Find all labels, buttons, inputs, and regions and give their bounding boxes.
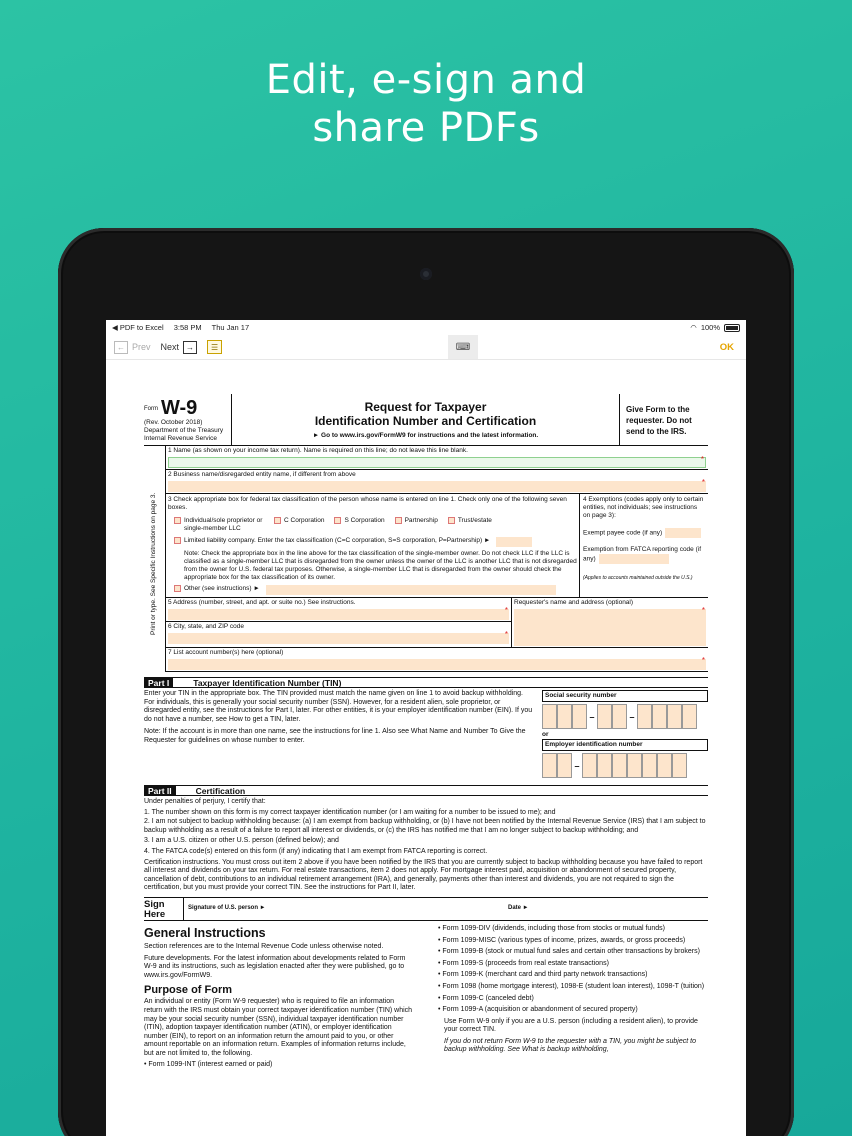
purpose-title: Purpose of Form: [144, 984, 233, 997]
line-2-label: 2 Business name/disregarded entity name, if different from above: [168, 471, 356, 478]
battery-percent: 100%: [700, 323, 720, 332]
checkbox-individual[interactable]: [174, 517, 264, 533]
gi-p2: Future developments. For the latest information about developments related to Form W-9 and its instructions, such as legislation enacted after they were published, go to www.irs.gov/FormW9.: [144, 954, 406, 979]
form-rev: (Rev. October 2018): [144, 418, 203, 426]
gi-r3: • Form 1099-B (stock or mutual fund sales and certain other transactions by brokers): [438, 948, 700, 956]
headline-line-1: Edit, e-sign and: [265, 57, 587, 103]
account-input[interactable]: [168, 659, 706, 670]
checkbox-c-corp[interactable]: [274, 517, 324, 533]
cert-item-2: 2. I am not subject to backup withholding because: (a) I am exempt from backup withholding, or (b) I have not been notified by the Internal Revenue Service (IRS) that I am subject to backup withholding as a result of a failure to report all interest or dividends, or (c) the IRS has notified me that I am no longer subject to backup withholding; and: [144, 818, 706, 834]
line-3-label: 3 Check appropriate box for federal tax classification of the person whose name is entered on line 1. Check only one of the following seven boxes.: [168, 496, 567, 511]
llc-note: Note: Check the appropriate box in the line above for the tax classification of the single-member owner. Do not check LLC if the LLC is classified as a single-member LLC that is disregarded from the owner unless the owner of the LLC is another LLC that is not disregarded from the owner for U.S. federal tax purposes. Otherwise, a single-member LLC that is disregarded from the owner should check the appropriate box for the tax classification of its owner.: [184, 550, 577, 581]
gi-title: General Instructions: [144, 925, 266, 940]
gi-r4: • Form 1099-S (proceeds from real estate transactions): [438, 959, 609, 967]
cert-instructions: Certification instructions. You must cross out item 2 above if you have been notified by the IRS that you are currently subject to backup withholding because you have failed to report all interest and dividends on your tax return. For real estate transactions, item 2 does not apply. For mortgage interest paid, acquisition or abandonment of secured property, cancellation of debt, contributions to an individual retirement arrangement (IRA), and generally, payments other than interest and dividends, you are not required to sign the certification, but you must provide your correct TIN. See the instructions for Part II, later.: [144, 858, 703, 892]
line-3-4: [166, 494, 708, 598]
part-1-title: Taxpayer Identification Number (TIN): [193, 677, 342, 688]
line-5-6: [166, 598, 708, 648]
checkbox-partnership[interactable]: [395, 517, 438, 533]
keyboard-icon[interactable]: ⌨: [448, 335, 478, 359]
next-button[interactable]: [161, 341, 198, 354]
ein-input[interactable]: –: [542, 753, 708, 778]
gi-r10: If you do not return Form W-9 to the requester with a TIN, you might be subject to backup withholding. See What is backup withholding,: [444, 1037, 696, 1054]
or-label: or: [542, 731, 549, 738]
line-1-label: 1 Name (as shown on your income tax return). Name is required on this line; do not leave this line blank.: [168, 447, 468, 454]
give-form-note: Give Form to the requester. Do not send to the IRS.: [626, 405, 692, 436]
checkbox-s-corp[interactable]: [334, 517, 384, 533]
vertical-instructions: [144, 446, 166, 672]
form-irs: Internal Revenue Service: [144, 434, 217, 442]
next-label: Next: [160, 342, 180, 352]
cb-individual-label: Individual/sole proprietor or single-member LLC: [184, 517, 263, 532]
part-1-tag: Part I: [144, 678, 173, 688]
applies-note: (Applies to accounts maintained outside the U.S.): [583, 575, 693, 581]
gi-r6: • Form 1098 (home mortgage interest), 1098-E (student loan interest), 1098-T (tuition): [438, 982, 705, 990]
signature-label: Signature of U.S. person ►: [188, 905, 266, 912]
name-input[interactable]: [168, 457, 706, 468]
requester-label: Requester's name and address (optional): [514, 599, 634, 606]
cb-c-label: C Corporation: [284, 517, 325, 524]
business-name-input[interactable]: [168, 481, 706, 492]
sign-here-label: Sign Here: [144, 898, 184, 920]
cert-item-4: 4. The FATCA code(s) entered on this form (if any) indicating that I am exempt from FATCA reporting is correct.: [144, 847, 488, 855]
city-input[interactable]: [168, 633, 509, 644]
arrow-right-icon: →: [183, 341, 197, 354]
back-to-app-link[interactable]: ◀ PDF to Excel: [112, 323, 164, 332]
part-2-title: Certification: [195, 785, 246, 796]
ein-label: Employer identification number: [542, 739, 708, 751]
ssn-label: Social security number: [542, 690, 708, 702]
pdf-page: [106, 360, 746, 1136]
gi-r7: • Form 1099-C (canceled debt): [438, 994, 534, 1002]
tablet-frame: [58, 228, 794, 1136]
cb-partnership-label: Partnership: [404, 517, 438, 524]
tin-text: Enter your TIN in the appropriate box. The TIN provided must match the name given on line 1 to avoid backup withholding. For individuals, this is generally your social security number (SSN). However, for a resident alien, sole proprietor, or disregarded entity, see the instructions for Part I, later. For other entities, it is your employer identification number (EIN). If you do not have a number, see How to get a TIN, later.: [144, 690, 533, 723]
form-goto: ► Go to www.irs.gov/FormW9 for instructions and the latest information.: [312, 432, 539, 439]
part-2-header: [144, 785, 708, 796]
gi-p3: An individual or entity (Form W-9 requester) who is required to file an information return with the IRS must obtain your correct taxpayer identification number (TIN) which may be your social security number (SSN), individual taxpayer identification number (ITIN), adoption taxpayer identification number (ATIN), or employer identification number (EIN), to report on an information return the amount paid to you, or other amount reportable on an information return. Examples of information returns include, but are not limited to, the following.: [144, 998, 413, 1057]
status-time: 3:58 PM: [173, 323, 202, 332]
line-5-label: 5 Address (number, street, and apt. or suite no.) See instructions.: [168, 599, 356, 606]
checkbox-trust[interactable]: [448, 517, 492, 533]
address-input[interactable]: [168, 609, 509, 620]
gi-r8: • Form 1099-A (acquisition or abandonment of secured property): [438, 1006, 638, 1014]
gi-r5: • Form 1099-K (merchant card and third party network transactions): [438, 971, 648, 979]
line-7: [166, 648, 708, 672]
certification-text: [144, 798, 708, 893]
form-name: W-9: [161, 397, 198, 419]
checkbox-other[interactable]: [174, 585, 577, 595]
status-bar: [106, 320, 746, 335]
tin-section: [144, 690, 708, 780]
exempt-payee-input[interactable]: [665, 528, 701, 538]
field-list-icon[interactable]: ☰: [207, 340, 222, 354]
wifi-icon: ◠: [690, 323, 697, 332]
exempt-payee-label: Exempt payee code (if any): [583, 529, 663, 537]
vertical-text: Print or type. See Specific Instructions on page 3.: [150, 492, 157, 635]
fatca-label: Exemption from FATCA reporting code (if any): [583, 546, 702, 563]
prev-button[interactable]: [114, 341, 151, 354]
arrow-left-icon: ←: [114, 341, 128, 354]
signature-field[interactable]: [184, 905, 504, 912]
camera-icon: [420, 268, 432, 280]
gi-r1: • Form 1099-DIV (dividends, including those from stocks or mutual funds): [438, 924, 665, 932]
line-7-label: 7 List account number(s) here (optional): [168, 649, 284, 656]
gi-r2: • Form 1099-MISC (various types of income, prizes, awards, or gross proceeds): [438, 936, 686, 944]
general-instructions: [144, 925, 708, 1073]
llc-class-input[interactable]: [496, 537, 532, 547]
cb-other-label: Other (see instructions) ►: [184, 585, 260, 592]
cb-s-label: S Corporation: [344, 517, 385, 524]
headline-line-2: share PDFs: [312, 105, 540, 151]
cert-item-1: 1. The number shown on this form is my correct taxpayer identification number (or I am waiting for a number to be issued to me); and: [144, 808, 556, 816]
status-date: Thu Jan 17: [211, 323, 250, 332]
fatca-input[interactable]: [599, 554, 669, 564]
form-toolbar: [106, 335, 746, 360]
ssn-input[interactable]: – –: [542, 704, 708, 729]
cert-item-3: 3. I am a U.S. citizen or other U.S. person (defined below); and: [144, 837, 339, 845]
gi-b-int: • Form 1099-INT (interest earned or paid): [144, 1061, 273, 1069]
line-2: [166, 470, 708, 494]
requester-input[interactable]: [514, 609, 706, 646]
form-word: Form: [144, 405, 158, 412]
tablet-screen: [106, 320, 746, 1136]
gi-p1: Section references are to the Internal Revenue Code unless otherwise noted.: [144, 942, 384, 950]
tin-note: Note: If the account is in more than one name, see the instructions for line 1. Also see What Name and Number To Give the Requester for guidelines on whose number to enter.: [144, 728, 526, 744]
exemptions-label: 4 Exemptions (codes apply only to certain entities, not individuals; see instructions on page 3):: [583, 496, 704, 519]
part-2-tag: Part II: [144, 786, 176, 796]
cb-trust-label: Trust/estate: [457, 517, 492, 524]
perjury-text: Under penalties of perjury, I certify that:: [144, 798, 266, 805]
prev-label: Prev: [132, 342, 151, 352]
line-1: [166, 446, 708, 470]
form-title-1: Request for Taxpayer: [364, 400, 487, 414]
checkbox-llc[interactable]: [174, 537, 577, 547]
sign-row: [144, 897, 708, 921]
date-label: Date ►: [508, 905, 529, 912]
form-dept: Department of the Treasury: [144, 426, 224, 434]
part-1-header: [144, 677, 708, 688]
form-title-2: Identification Number and Certification: [314, 414, 537, 428]
gi-r9: Use Form W-9 only if you are a U.S. person (including a resident alien), to provide your correct TIN.: [444, 1017, 698, 1034]
other-input[interactable]: [266, 585, 556, 595]
battery-icon: [724, 324, 740, 332]
headline: [0, 56, 852, 152]
cb-llc-label: Limited liability company. Enter the tax classification (C=C corporation, S=S corporation, P=Partnership) ►: [184, 537, 491, 544]
line-6-label: 6 City, state, and ZIP code: [168, 623, 244, 630]
form-header: [144, 394, 708, 446]
date-field[interactable]: [504, 905, 529, 912]
ok-button[interactable]: OK: [719, 342, 734, 353]
